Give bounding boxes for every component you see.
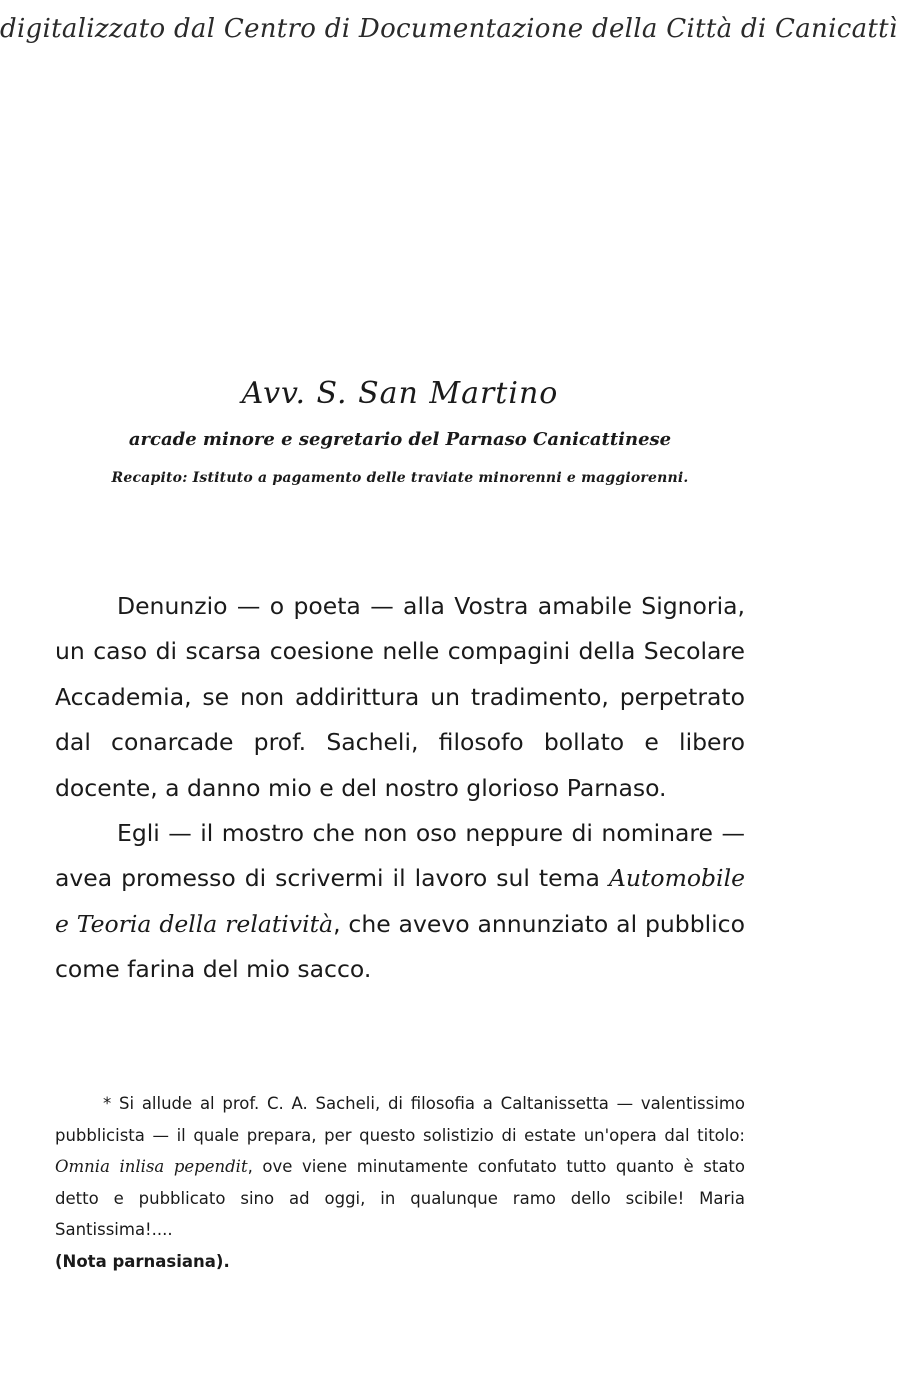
paragraph-2-start: Egli — il mostro che non oso neppure di nominare — avea promesso di scrivermi il lavoro sul tema [55, 819, 745, 893]
author-name: Avv. S. San Martino [241, 376, 559, 411]
work-title: Automobile e Teoria della relatività [55, 864, 745, 938]
paragraph-2 [55, 811, 745, 993]
footnote-book-title: Omnia inlisa pependit [55, 1157, 248, 1176]
footnote-end: , ove viene minutamente confutato tutto quanto è stato detto e pubblicato sino ad oggi, in qualunque ramo dello scibile! Maria Santissima!.... [55, 1157, 746, 1239]
digitization-watermark: digitalizzato dal Centro di Documentazione della Città di Canicattì [0, 14, 898, 44]
paragraph-1: Denunzio — o poeta — alla Vostra amabile Signoria, un caso di scarsa coesione nelle compagini della Secolare Accademia, se non addirittura un tradimento, perpetrato dal conarcade prof. Sacheli, filosofo bollato e libero docente, a danno mio e del nostro glorioso Parnaso. [55, 592, 745, 802]
author-header [0, 376, 800, 486]
footnote-note: (Nota parnasiana). [55, 1251, 230, 1271]
footnote-start: * Si allude al prof. C. A. Sacheli, di filosofia a Caltanissetta — valentissimo pubblicista — il quale prepara, per questo solistizio di estate un'opera dal titolo: [55, 1094, 745, 1145]
letter-body [55, 584, 745, 993]
author-address: Recapito: Istituto a pagamento delle traviate minorenni e maggiorenni. [111, 470, 689, 486]
footnote-text [55, 1088, 745, 1277]
footnote [55, 1088, 745, 1277]
paragraph-2-end: , che avevo annunziato al pubblico come farina del mio sacco. [55, 909, 745, 984]
author-subtitle: arcade minore e segretario del Parnaso Canicattinese [128, 429, 672, 450]
